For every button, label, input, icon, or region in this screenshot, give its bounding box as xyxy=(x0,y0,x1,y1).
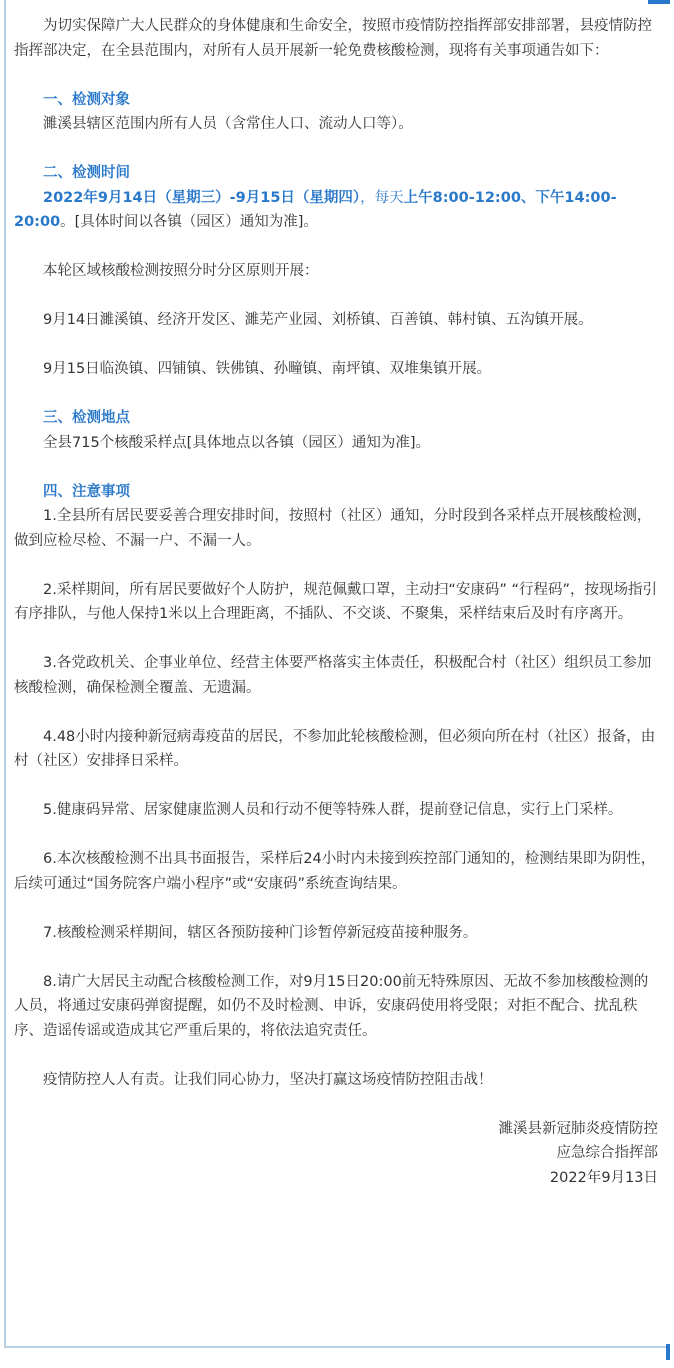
time-note: 。[具体时间以各镇（园区）通知为准]。 xyxy=(60,214,318,230)
section2-principle: 本轮区域核酸检测按照分时分区原则开展： xyxy=(43,263,319,279)
notice-item-4: 4.48小时内接种新冠病毒疫苗的居民，不参加此轮核酸检测，但必须向所在村（社区）报备，由村（社区）安排择日采样。 xyxy=(14,728,656,769)
section2-heading: 二、检测时间 xyxy=(43,165,130,181)
section2-time-paragraph xyxy=(14,186,658,235)
frame-corner-accent-bottom xyxy=(666,1344,670,1360)
signature-date: 2022年9月13日 xyxy=(549,1169,658,1186)
closing-paragraph: 疫情防控人人有责。让我们同心协力，坚决打赢这场疫情防控阻击战！ xyxy=(43,1071,493,1088)
notice-item-5: 5.健康码异常、居家健康监测人员和行动不便等特殊人群，提前登记信息，实行上门采样。 xyxy=(43,802,623,818)
notice-item-3: 3.各党政机关、企事业单位、经营主体要严格落实主体责任，积极配合村（社区）组织员工参加核酸检测，确保检测全覆盖、无遗漏。 xyxy=(14,655,652,696)
section2-day1: 9月14日濉溪镇、经济开发区、濉芜产业园、刘桥镇、百善镇、韩村镇、五沟镇开展。 xyxy=(43,312,593,328)
frame-left-border xyxy=(4,0,6,1348)
section4-heading: 四、注意事项 xyxy=(43,483,130,500)
notice-item-6: 6.本次核酸检测不出具书面报告，采样后24小时内未接到疾控部门通知的，检测结果即为阴性，后续可通过“国务院客户端小程序”或“安康码”系统查询结果。 xyxy=(14,851,656,892)
notice-item-1: 1.全县所有居民要妥善合理安排时间，按照村（社区）通知，分时段到各采样点开展核酸检测，做到应检尽检、不漏一户、不漏一人。 xyxy=(14,508,652,549)
signature-org-line2: 应急综合指挥部 xyxy=(556,1145,658,1161)
date-range: 2022年9月14日（星期三）-9月15日（星期四） xyxy=(43,189,361,206)
signature-org-line1: 濉溪县新冠肺炎疫情防控 xyxy=(498,1120,658,1137)
notice-item-2: 2.采样期间，所有居民要做好个人防护，规范佩戴口罩，主动扫“安康码” “行程码”，按现场指引有序排队，与他人保持1米以上合理距离，不插队、不交谈、不聚集，采样结束后及时有序离开。 xyxy=(14,581,657,622)
time-range: 上午8:00-12:00、下午14:00-20:00 xyxy=(14,189,617,230)
section2-day2: 9月15日临涣镇、四铺镇、铁佛镇、孙疃镇、南坪镇、双堆集镇开展。 xyxy=(43,361,492,377)
section3-body: 全县715个核酸采样点[具体地点以各镇（园区）通知为准]。 xyxy=(43,434,430,451)
notice-item-8: 8.请广大居民主动配合核酸检测工作，对9月15日20:00前无特殊原因、无故不参加核酸检测的人员，将通过安康码弹窗提醒，如仍不及时检测、申诉，安康码使用将受限；对拒不配合、扰乱秩序、造谣传谣或造成其它严重后果的，将依法追究责任。 xyxy=(14,973,649,1039)
daily-prefix: ，每天 xyxy=(360,189,404,206)
section3-heading: 三、检测地点 xyxy=(43,410,130,426)
section1-heading: 一、检测对象 xyxy=(43,91,130,108)
section1-body: 濉溪县辖区范围内所有人员（含常住人口、流动人口等）。 xyxy=(43,116,413,132)
intro-paragraph: 为切实保障广大人民群众的身体健康和生命安全，按照市疫情防控指挥部安排部署，县疫情防控指挥部决定，在全县范围内，对所有人员开展新一轮免费核酸检测，现将有关事项通告如下： xyxy=(14,18,652,59)
frame-bottom-border xyxy=(4,1346,670,1348)
notice-item-7: 7.核酸检测采样期间，辖区各预防接种门诊暂停新冠疫苗接种服务。 xyxy=(43,924,478,941)
frame-corner-accent-top xyxy=(648,0,670,4)
notice-body xyxy=(14,14,658,1190)
